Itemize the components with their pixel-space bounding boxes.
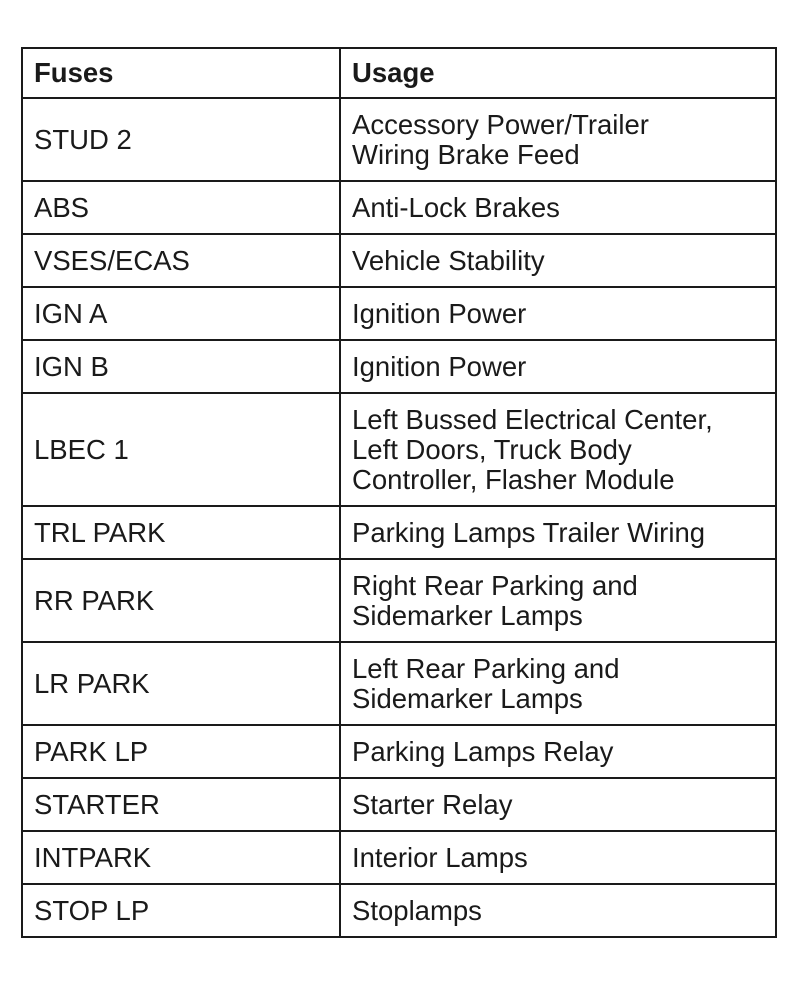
usage-cell: Parking Lamps Trailer Wiring bbox=[340, 506, 776, 559]
usage-cell: Left Bussed Electrical Center, Left Doors, Truck Body Controller, Flasher Module bbox=[340, 393, 776, 506]
table-row bbox=[22, 393, 776, 506]
fuse-cell: STARTER bbox=[22, 778, 340, 831]
table-row bbox=[22, 725, 776, 778]
usage-cell: Left Rear Parking and Sidemarker Lamps bbox=[340, 642, 776, 725]
header-fuses: Fuses bbox=[22, 48, 340, 98]
fuse-cell: TRL PARK bbox=[22, 506, 340, 559]
table-row bbox=[22, 98, 776, 181]
table-row bbox=[22, 778, 776, 831]
table-row bbox=[22, 506, 776, 559]
fuse-cell: IGN A bbox=[22, 287, 340, 340]
table-row bbox=[22, 831, 776, 884]
table-row bbox=[22, 287, 776, 340]
usage-cell: Accessory Power/Trailer Wiring Brake Feed bbox=[340, 98, 776, 181]
fuse-cell: IGN B bbox=[22, 340, 340, 393]
usage-cell: Parking Lamps Relay bbox=[340, 725, 776, 778]
fuse-cell: PARK LP bbox=[22, 725, 340, 778]
fuse-cell: LR PARK bbox=[22, 642, 340, 725]
table-row bbox=[22, 340, 776, 393]
fuse-cell: INTPARK bbox=[22, 831, 340, 884]
table-row bbox=[22, 181, 776, 234]
usage-cell: Right Rear Parking and Sidemarker Lamps bbox=[340, 559, 776, 642]
table-row bbox=[22, 884, 776, 937]
fuse-cell: LBEC 1 bbox=[22, 393, 340, 506]
usage-cell: Stoplamps bbox=[340, 884, 776, 937]
fuse-cell: ABS bbox=[22, 181, 340, 234]
header-usage: Usage bbox=[340, 48, 776, 98]
fuse-cell: VSES/ECAS bbox=[22, 234, 340, 287]
table-row bbox=[22, 559, 776, 642]
fuse-cell: RR PARK bbox=[22, 559, 340, 642]
table-header-row bbox=[22, 48, 776, 98]
usage-cell: Ignition Power bbox=[340, 340, 776, 393]
table-row bbox=[22, 642, 776, 725]
usage-cell: Ignition Power bbox=[340, 287, 776, 340]
usage-cell: Vehicle Stability bbox=[340, 234, 776, 287]
usage-cell: Interior Lamps bbox=[340, 831, 776, 884]
table-row bbox=[22, 234, 776, 287]
fuse-cell: STUD 2 bbox=[22, 98, 340, 181]
usage-cell: Anti-Lock Brakes bbox=[340, 181, 776, 234]
fuse-usage-table bbox=[21, 47, 777, 938]
usage-cell: Starter Relay bbox=[340, 778, 776, 831]
fuse-cell: STOP LP bbox=[22, 884, 340, 937]
